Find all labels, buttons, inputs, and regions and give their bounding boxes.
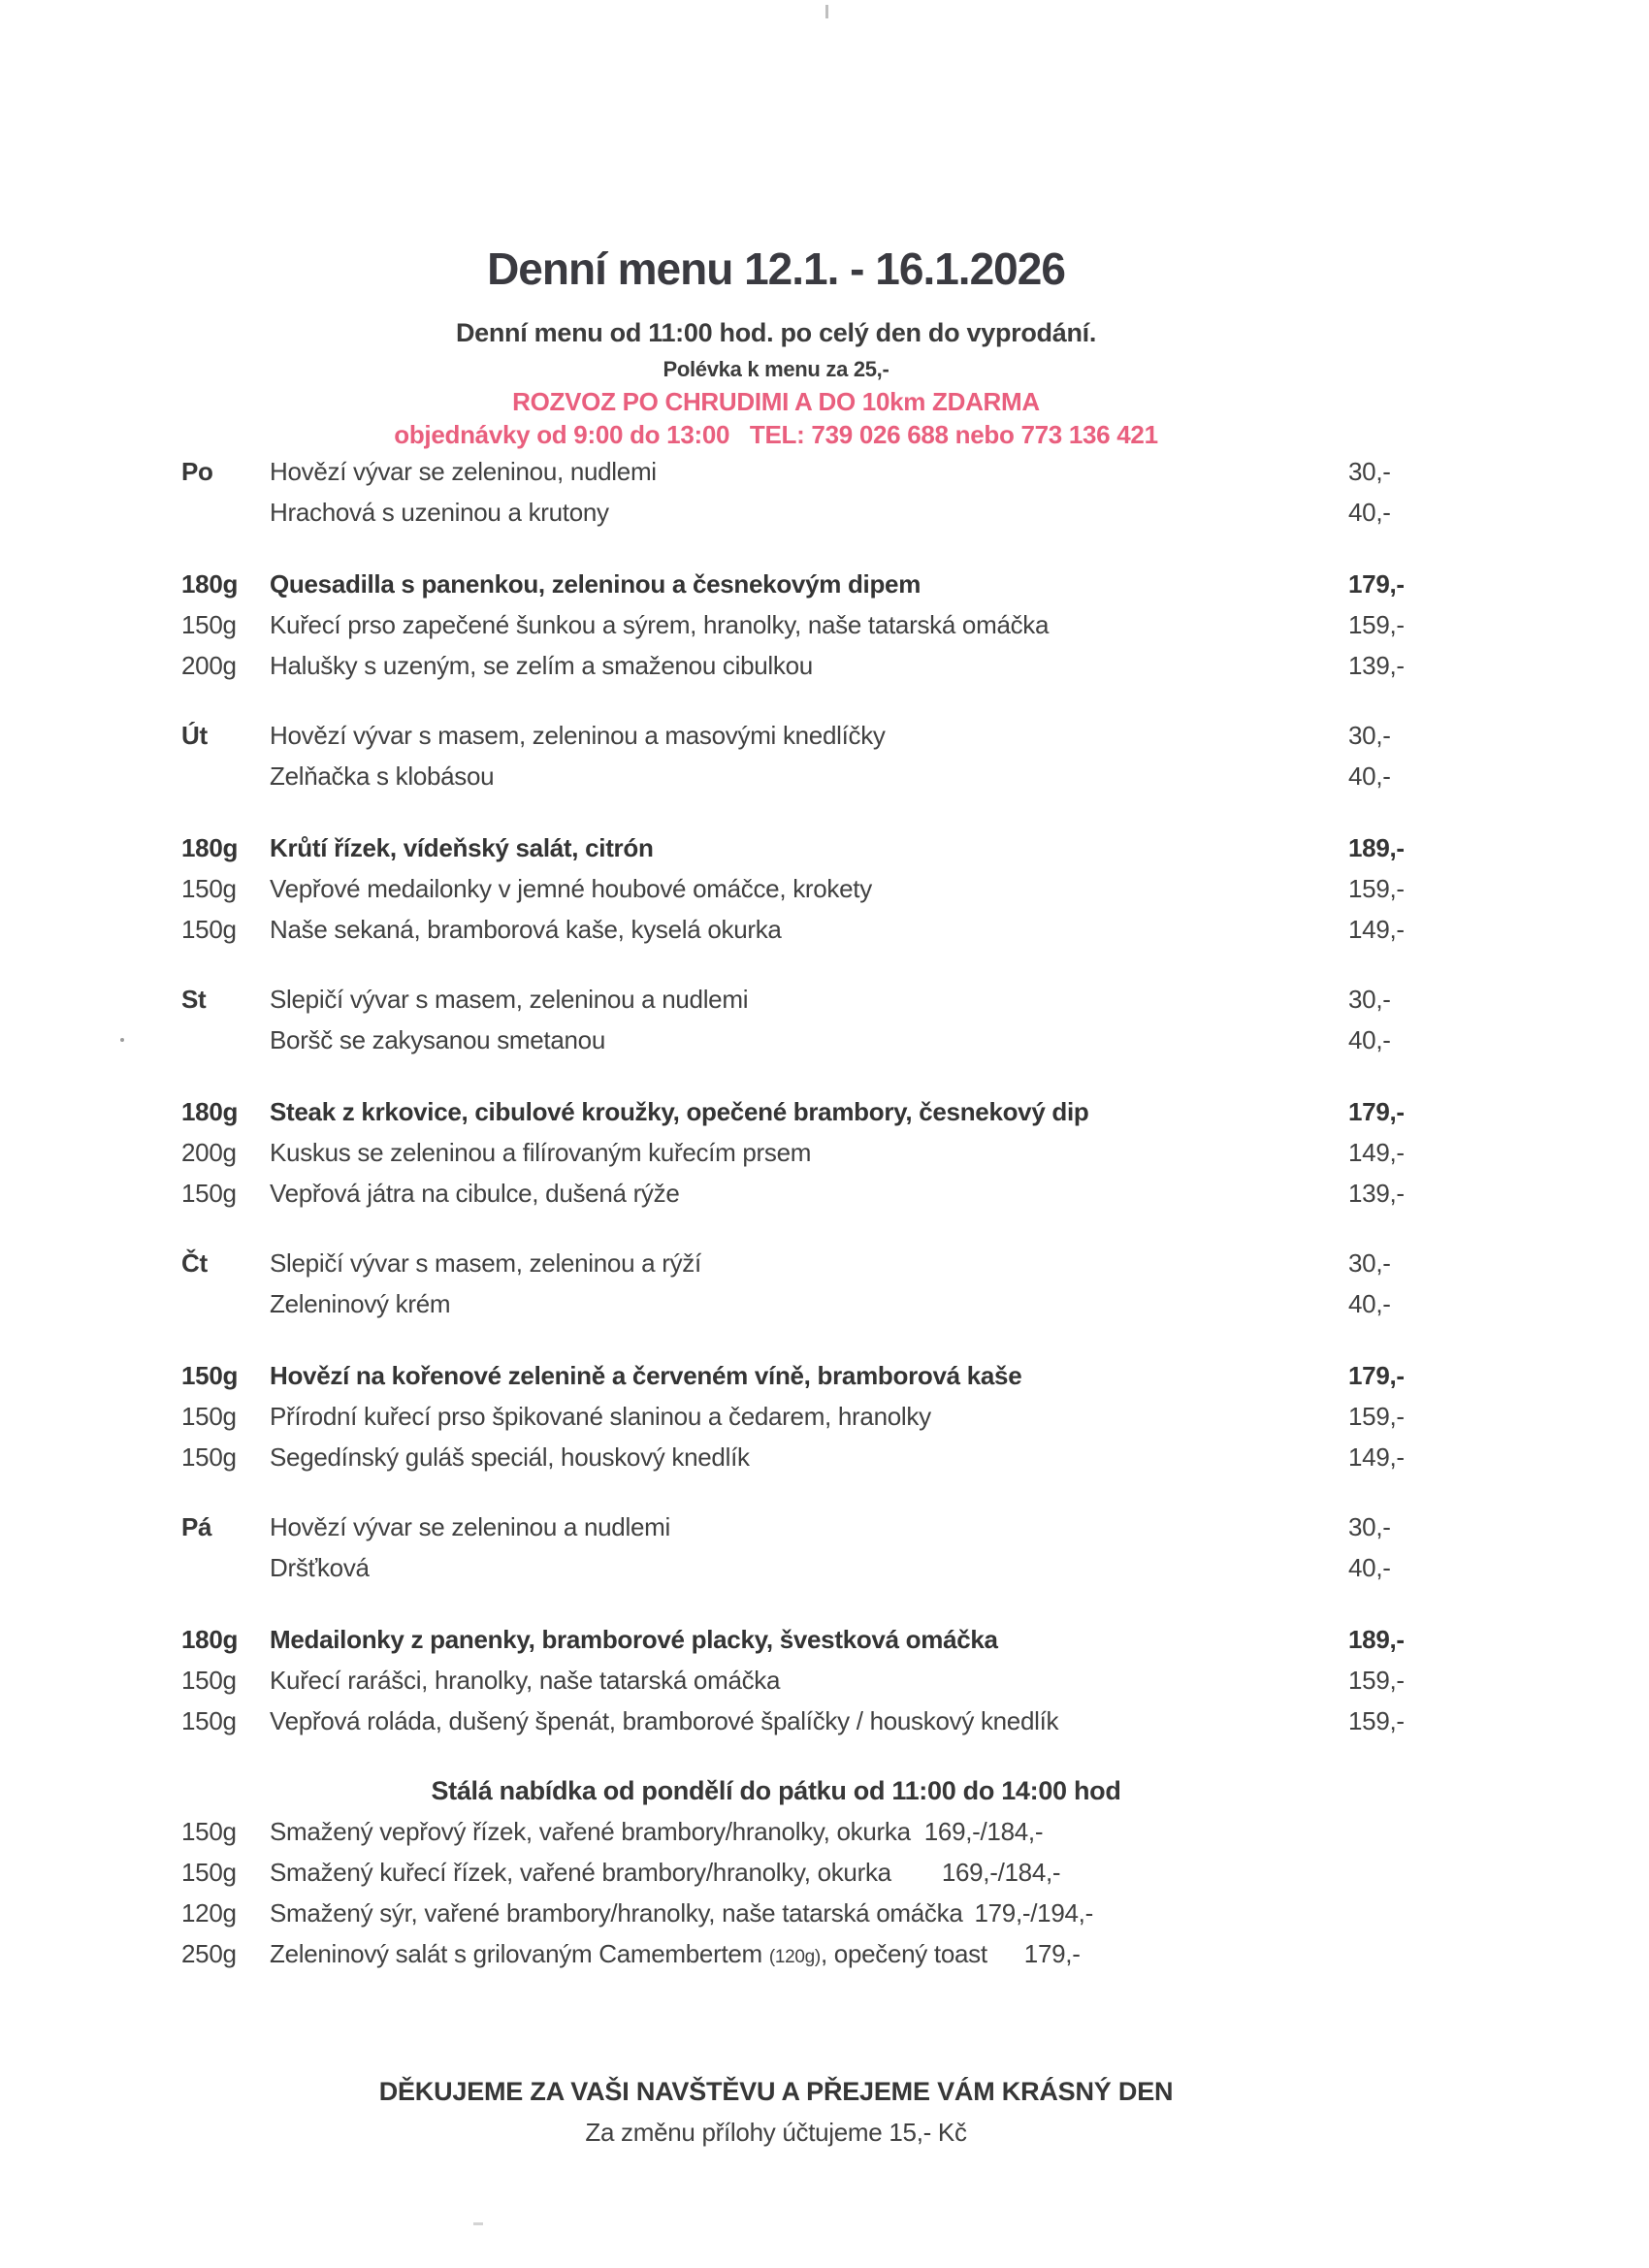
footer-thanks: DĚKUJEME ZA VAŠI NAVŠTĚVU A PŘEJEME VÁM KRÁSNÝ DEN — [378, 2077, 1174, 2106]
main-row — [181, 604, 1649, 645]
dish-price: 139,- — [1348, 1178, 1405, 1208]
dish-name: Hovězí vývar se zeleninou, nudlemi — [270, 456, 657, 486]
dish-line — [270, 1898, 1649, 1928]
day-section-st — [181, 979, 1649, 1214]
main-row — [181, 827, 1649, 868]
dish-name-pre: Zeleninový salát s grilovaným Camembertem — [270, 1938, 769, 1968]
dish-price: 179,- — [1023, 1938, 1081, 1968]
dish-price: 179,-/194,- — [974, 1897, 1093, 1928]
portion-weight: 120g — [181, 1897, 237, 1928]
dish-name: Halušky s uzeným, se zelím a smaženou cibulkou — [270, 650, 813, 680]
dish-price: 30,- — [1348, 1247, 1391, 1278]
daily-menu-body — [181, 451, 1649, 1741]
dish-price: 30,- — [1348, 1511, 1391, 1541]
day-label: Po — [181, 456, 213, 486]
dish-price: 30,- — [1348, 456, 1391, 486]
main-row — [181, 1701, 1649, 1741]
dish-price: 30,- — [1348, 720, 1391, 750]
main-row — [181, 1091, 1649, 1132]
dish-name: Smažený kuřecí řízek, vařené brambory/hranolky, okurka — [270, 1857, 891, 1887]
dish-name: Hrachová s uzeninou a krutony — [270, 497, 609, 527]
order-info: objednávky od 9:00 do 13:00 TEL: 739 026 688 nebo 773 136 421 — [394, 420, 1158, 449]
soup-row — [181, 1507, 1649, 1547]
soup-price-note: Polévka k menu za 25,- — [663, 357, 889, 381]
portion-weight: 150g — [181, 873, 237, 903]
soup-row — [181, 1547, 1649, 1588]
permanent-offer-title: Stálá nabídka od pondělí do pátku od 11:00 do 14:00 hod — [431, 1776, 1121, 1805]
dish-price: 40,- — [1348, 1024, 1391, 1054]
portion-weight: 150g — [181, 1360, 239, 1390]
dish-name: Vepřová játra na cibulce, dušená rýže — [270, 1178, 680, 1208]
day-label: Čt — [181, 1247, 208, 1278]
dish-name: Medailonky z panenky, bramborové placky, švestková omáčka — [270, 1624, 998, 1654]
soup-row — [181, 1243, 1649, 1283]
dish-price: 30,- — [1348, 984, 1391, 1014]
portion-weight: 150g — [181, 1665, 237, 1695]
dish-price: 159,- — [1348, 609, 1405, 639]
permanent-item — [181, 1933, 1649, 1974]
main-row — [181, 645, 1649, 686]
portion-weight: 200g — [181, 1137, 237, 1167]
dish-name: Vepřové medailonky v jemné houbové omáčce, krokety — [270, 873, 872, 903]
dish-name: Segedínský guláš speciál, houskový knedlík — [270, 1442, 750, 1472]
dish-line — [270, 1817, 1649, 1847]
dish-price: 159,- — [1348, 1665, 1405, 1695]
dish-name: Hovězí vývar s masem, zeleninou a masovými knedlíčky — [270, 720, 886, 750]
soup-row — [181, 1283, 1649, 1324]
day-section-pa — [181, 1507, 1649, 1741]
dish-price: 40,- — [1348, 1288, 1391, 1318]
dish-name: Krůtí řízek, vídeňský salát, citrón — [270, 832, 654, 862]
dish-name-post: , opečený toast — [820, 1938, 987, 1968]
portion-weight: 150g — [181, 914, 237, 944]
soup-row — [181, 715, 1649, 756]
soup-row — [181, 492, 1649, 533]
day-section-po — [181, 451, 1649, 686]
dish-price: 40,- — [1348, 761, 1391, 791]
main-row — [181, 1355, 1649, 1396]
dish-name: Quesadilla s panenkou, zeleninou a česnekovým dipem — [270, 568, 922, 599]
permanent-item — [181, 1893, 1649, 1933]
day-section-ut — [181, 715, 1649, 950]
portion-weight: 150g — [181, 1178, 237, 1208]
dish-name: Slepičí vývar s masem, zeleninou a rýží — [270, 1247, 701, 1278]
page-title: Denní menu 12.1. - 16.1.2026 — [487, 243, 1065, 294]
delivery-banner: ROZVOZ PO CHRUDIMI A DO 10km ZDARMA — [512, 387, 1040, 416]
main-row — [181, 1173, 1649, 1214]
dish-name: Vepřová roláda, dušený špenát, bramborové špalíčky / houskový knedlík — [270, 1705, 1059, 1735]
dish-name: Hovězí na kořenové zelenině a červeném víně, bramborová kaše — [270, 1360, 1022, 1390]
soup-row — [181, 979, 1649, 1020]
day-label: St — [181, 984, 207, 1014]
dish-name: Steak z krkovice, cibulové kroužky, opečené brambory, česnekový dip — [270, 1096, 1089, 1126]
portion-weight: 150g — [181, 1816, 237, 1846]
scan-artifact — [120, 1038, 124, 1042]
portion-weight: 180g — [181, 1624, 239, 1654]
dish-price: 149,- — [1348, 914, 1405, 944]
dish-name: Smažený vepřový řízek, vařené brambory/hranolky, okurka — [270, 1816, 911, 1846]
portion-weight: 150g — [181, 1705, 237, 1735]
dish-price: 149,- — [1348, 1442, 1405, 1472]
main-row — [181, 1619, 1649, 1660]
scan-artifact — [825, 5, 828, 18]
main-row — [181, 564, 1649, 604]
dish-line — [270, 1858, 1649, 1888]
dish-price: 179,- — [1348, 1360, 1405, 1390]
main-row — [181, 909, 1649, 950]
main-row — [181, 1660, 1649, 1701]
dish-name: Naše sekaná, bramborová kaše, kyselá okurka — [270, 914, 782, 944]
main-row — [181, 1132, 1649, 1173]
soup-row — [181, 451, 1649, 492]
dish-name: Kuřecí prso zapečené šunkou a sýrem, hranolky, naše tatarská omáčka — [270, 609, 1050, 639]
permanent-item — [181, 1852, 1649, 1893]
portion-weight: 180g — [181, 1096, 239, 1126]
main-row — [181, 1396, 1649, 1437]
dish-price: 189,- — [1348, 832, 1405, 862]
day-label: Pá — [181, 1511, 212, 1541]
main-row — [181, 1437, 1649, 1477]
dish-name: Přírodní kuřecí prso špikované slaninou a čedarem, hranolky — [270, 1401, 931, 1431]
menu-header — [126, 0, 1426, 451]
menu-footer — [126, 2071, 1426, 2153]
dish-line — [270, 1939, 1649, 1969]
menu-subtitle: Denní menu od 11:00 hod. po celý den do vyprodání. — [455, 318, 1097, 347]
scan-artifact — [473, 2222, 483, 2225]
dish-price: 169,-/184,- — [941, 1857, 1061, 1887]
dish-price: 189,- — [1348, 1624, 1405, 1654]
portion-weight: 150g — [181, 1857, 237, 1887]
dish-name: Hovězí vývar se zeleninou a nudlemi — [270, 1511, 670, 1541]
dish-weight-note: (120g) — [768, 1946, 821, 1967]
dish-price: 159,- — [1348, 1705, 1405, 1735]
dish-price: 40,- — [1348, 1552, 1391, 1582]
footer-note: Za změnu přílohy účtujeme 15,- Kč — [585, 2118, 967, 2147]
dish-name: Zelňačka s klobásou — [270, 761, 495, 791]
soup-row — [181, 1020, 1649, 1060]
dish-name: Kuskus se zeleninou a filírovaným kuřecím prsem — [270, 1137, 812, 1167]
day-label: Út — [181, 720, 208, 750]
portion-weight: 250g — [181, 1938, 237, 1968]
dish-price: 179,- — [1348, 1096, 1405, 1126]
dish-price: 139,- — [1348, 650, 1405, 680]
main-row — [181, 868, 1649, 909]
portion-weight: 150g — [181, 609, 237, 639]
dish-price: 159,- — [1348, 1401, 1405, 1431]
dish-price: 149,- — [1348, 1137, 1405, 1167]
portion-weight: 180g — [181, 568, 239, 599]
dish-price: 40,- — [1348, 497, 1391, 527]
portion-weight: 150g — [181, 1401, 237, 1431]
portion-weight: 200g — [181, 650, 237, 680]
dish-price: 179,- — [1348, 568, 1405, 599]
soup-row — [181, 756, 1649, 796]
portion-weight: 150g — [181, 1442, 237, 1472]
dish-price: 169,-/184,- — [923, 1816, 1044, 1846]
dish-name: Dršťková — [270, 1552, 370, 1582]
day-section-ct — [181, 1243, 1649, 1477]
dish-name: Boršč se zakysanou smetanou — [270, 1024, 605, 1054]
dish-name: Slepičí vývar s masem, zeleninou a nudlemi — [270, 984, 749, 1014]
dish-name: Kuřecí rarášci, hranolky, naše tatarská omáčka — [270, 1665, 781, 1695]
dish-name: Smažený sýr, vařené brambory/hranolky, naše tatarská omáčka — [270, 1897, 963, 1928]
permanent-offer-list — [0, 1811, 1649, 1974]
dish-price: 159,- — [1348, 873, 1405, 903]
portion-weight: 180g — [181, 832, 239, 862]
permanent-item — [181, 1811, 1649, 1852]
dish-name: Zeleninový krém — [270, 1288, 451, 1318]
